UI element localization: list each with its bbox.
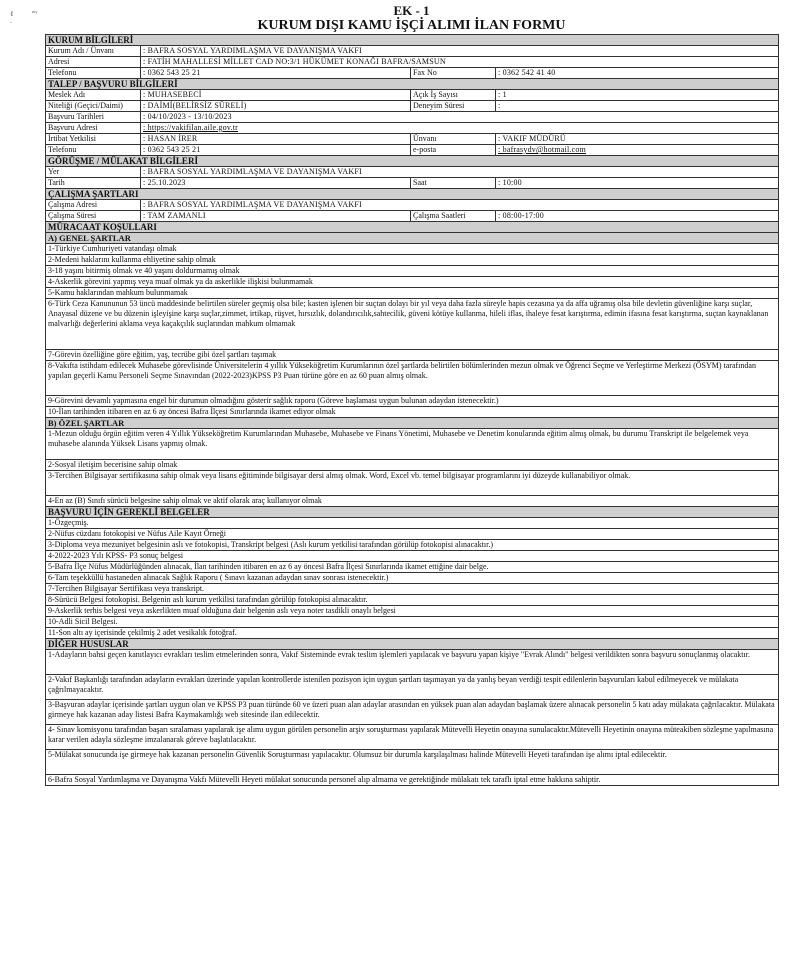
field-label: Adresi: [46, 57, 141, 68]
row-kurum-adi: [46, 46, 779, 57]
row-calisma-adresi: [46, 200, 779, 211]
list-item-text: 7-Görevin özelliğine göre eğitim, yaş, tecrübe gibi özel şartları taşımak: [46, 350, 779, 361]
list-item-text: 11-Son altı ay içerisinde çekilmiş 2 adet vesikalık fotoğraf.: [46, 628, 779, 639]
margin-marks: [10, 10, 37, 25]
list-item-text: 2-Sosyal iletişim becerisine sahip olmak: [46, 460, 779, 471]
list-item: [46, 650, 779, 675]
list-item-text: 9-Görevini devamlı yapmasına engel bir durumun olmadığını gösterir sağlık raporu (Göreve başlaması uygun bulunan adaydan istenecektir.): [46, 396, 779, 407]
list-item-text: 10-Adli Sicil Belgesi.: [46, 617, 779, 628]
row-basvuru-tarihleri: [46, 112, 779, 123]
list-item-text: 3-Diploma veya mezuniyet belgesinin aslı ve fotokopisi, Transkript belgesi (Aslı kurum yetkilisi tarafından görülüp fotokopisi alınacaktır.): [46, 540, 779, 551]
field-label: Çalışma Adresi: [46, 200, 141, 211]
field-label: Telefonu: [46, 145, 141, 156]
row-tarih-saat: [46, 178, 779, 189]
margin-mark: .: [10, 17, 12, 25]
list-item: [46, 540, 779, 551]
row-meslek: [46, 90, 779, 101]
row-irtibat: [46, 134, 779, 145]
list-item-text: 2-Vakıf Başkanlığı tarafından adayların evrakları üzerinde yapılan kontrollerde istenilen pozisyon için uygun şartları taşımayan ya da yanlış beyan verdiği tespit edilenlerin başvuruları kabul edilmeyecek ve mülakata çağrılmayacaktır.: [46, 675, 779, 700]
list-item: [46, 725, 779, 750]
field-label: Deneyim Süresi: [411, 101, 496, 112]
field-value: : 1: [496, 90, 779, 101]
row-nitelik: [46, 101, 779, 112]
section-talep: TALEP / BAŞVURU BİLGİLERİ: [46, 79, 779, 90]
field-value: : VAKIF MÜDÜRÜ: [496, 134, 779, 145]
field-value: : 0362 543 25 21: [141, 145, 411, 156]
field-value: : 08:00-17:00: [496, 211, 779, 222]
row-basvuru-adresi: [46, 123, 779, 134]
list-item-text: 7-Tercihen Bilgisayar Sertifikası veya transkript.: [46, 584, 779, 595]
section-genel-sartlar: A) GENEL ŞARTLAR: [46, 233, 779, 244]
list-item: [46, 675, 779, 700]
list-item: [46, 617, 779, 628]
margin-mark: ℓ: [10, 10, 14, 18]
field-value: : BAFRA SOSYAL YARDIMLAŞMA VE DAYANIŞMA VAKFI: [141, 46, 779, 57]
field-value: :: [496, 101, 779, 112]
field-label: Kurum Adı / Ünvanı: [46, 46, 141, 57]
list-item-text: 1-Mezun olduğu örgün eğitim veren 4 Yıllık Yükseköğretim Kurumlarından Muhasebe, Muhasebe ve Finans Yönetimi, Muhasebe ve Denetim konularında eğitim almış olmak, bu durumu Transkript ile belgelemek veya muhasebe alanında Yüksek Lisans yapmış olmak.: [46, 429, 779, 460]
field-label: Niteliği (Geçici/Daimi): [46, 101, 141, 112]
genel-list: [46, 244, 779, 418]
list-item-text: 3-18 yaşını bitirmiş olmak ve 40 yaşını doldurmamış olmak: [46, 266, 779, 277]
field-value: : DAİMİ(BELİRSİZ SÜRELİ): [141, 101, 411, 112]
field-label: e-posta: [411, 145, 496, 156]
field-value: : 25.10.2023: [141, 178, 411, 189]
list-item: [46, 750, 779, 775]
list-item-text: 4- Sınav komisyonu tarafından başarı sıralaması yapılarak işe alımı uygun görülen personelin arşiv soruşturması yapılarak Mütevelli Heyetin onayına sunulacaktır.Mütevelli Heyetinin onayına müteakiben sözleşme yapılmasına karar verilen adayla sözleşme imzalanarak göreve başlatılacaktır.: [46, 725, 779, 750]
form-table: [45, 34, 779, 786]
list-item-text: 4-2022-2023 Yılı KPSS- P3 sonuç belgesi: [46, 551, 779, 562]
field-value: : FATİH MAHALLESİ MİLLET CAD NO:3/1 HÜKÜMET KONAĞI BAFRA/SAMSUN: [141, 57, 779, 68]
field-label: Açık İş Sayısı: [411, 90, 496, 101]
section-diger: DİĞER HUSUSLAR: [46, 639, 779, 650]
list-item: [46, 460, 779, 471]
list-item: [46, 529, 779, 540]
field-label: Fax No: [411, 68, 496, 79]
field-label: Başvuru Tarihleri: [46, 112, 141, 123]
field-value: : 10:00: [496, 178, 779, 189]
list-item: [46, 244, 779, 255]
email-link[interactable]: : bafrasydv@hotmail.com: [496, 145, 779, 156]
section-muracaat: MÜRACAAT KOŞULLARI: [46, 222, 779, 233]
document: [45, 4, 778, 786]
list-item: [46, 573, 779, 584]
list-item-text: 6-Bafra Sosyal Yardımlaşma ve Dayanışma Vakfı Mütevelli Heyeti mülakat sonucunda personel alıp almama ve gerektiğinde mülakatı tek taraflı iptal etme hakkına sahiptir.: [46, 775, 779, 786]
list-item-text: 2-Nüfus cüzdanı fotokopisi ve Nüfus Aile Kayıt Örneği: [46, 529, 779, 540]
field-label: Ünvanı: [411, 134, 496, 145]
row-telefon-eposta: [46, 145, 779, 156]
ozel-list: [46, 429, 779, 507]
list-item-text: 6-Tam teşekküllü hastaneden alınacak Sağlık Raporu ( Sınavı kazanan adaydan sınav sonrası istenecektir.): [46, 573, 779, 584]
row-telefon: [46, 68, 779, 79]
field-label: Çalışma Süresi: [46, 211, 141, 222]
field-value: : TAM ZAMANLI: [141, 211, 411, 222]
list-item: [46, 299, 779, 350]
field-value: : HASAN İRER: [141, 134, 411, 145]
field-label: Saat: [411, 178, 496, 189]
list-item: [46, 518, 779, 529]
list-item-text: 1-Türkiye Cumhuriyeti vatandaşı olmak: [46, 244, 779, 255]
field-label: Telefonu: [46, 68, 141, 79]
field-label: İrtibat Yetkilisi: [46, 134, 141, 145]
section-calisma: ÇALIŞMA ŞARTLARI: [46, 189, 779, 200]
list-item: [46, 429, 779, 460]
application-link[interactable]: : https://vakifilan.aile.gov.tr: [141, 123, 779, 134]
field-value: : 04/10/2023 - 13/10/2023: [141, 112, 779, 123]
row-calisma-suresi: [46, 211, 779, 222]
list-item-text: 5-Mülakat sonucunda işe girmeye hak kazanan personelin Güvenlik Soruşturması yapılacaktır. Olumsuz bir durumla karşılaşılması halinde Mütevelli Heyeti tarafından işe alımı iptal edilecektir.: [46, 750, 779, 775]
diger-list: [46, 650, 779, 786]
list-item-text: 3-Başvuran adaylar içerisinde şartları uygun olan ve KPSS P3 puan türünde 60 ve üzeri puan alan adaylar arasından en yüksek puan alan adaydan başlamak üzere alınacak personelin 5 katı aday mülakata çağrılacaktır. Mülakata girmeye hak kazanan aday listesi Bafra Kaymakamlığı web sitesinde ilan edilecektir.: [46, 700, 779, 725]
list-item-text: 6-Türk Ceza Kanununun 53 üncü maddesinde belirtilen süreler geçmiş olsa bile; kasten işlenen bir suçtan dolayı bir yıl veya daha fazla süreyle hapis cezasına ya da affa uğramış olsa bile devletin güvenliğine karşı suçlar, Anayasal düzene ve bu düzenin işleyişine karşı suçlar,zimmet, irtikap, rüşvet, hırsızlık, dolandırıcılık,sahtecilik, güveni kötüye kullanma, hileli iflas, ihaleye fesat karıştırma, edimin ifasına fesat karıştırma, suçtan kaynaklanan malvarlığı değerlerini aklama veya kaçakçılık suçlarından mahkum olmamak: [46, 299, 779, 350]
row-adres: [46, 57, 779, 68]
list-item: [46, 361, 779, 396]
list-item: [46, 775, 779, 786]
list-item: [46, 551, 779, 562]
list-item: [46, 562, 779, 573]
list-item: [46, 255, 779, 266]
list-item: [46, 288, 779, 299]
field-value: : BAFRA SOSYAL YARDIMLAŞMA VE DAYANIŞMA VAKFI: [141, 167, 779, 178]
list-item: [46, 595, 779, 606]
form-code: EK - 1: [393, 3, 430, 18]
list-item-text: 10-İlan tarihinden itibaren en az 6 ay öncesi Bafra İlçesi Sınırlarında ikamet ediyor olmak: [46, 407, 779, 418]
list-item-text: 1-Özgeçmiş.: [46, 518, 779, 529]
section-ozel-sartlar: B) ÖZEL ŞARTLAR: [46, 418, 779, 429]
list-item: [46, 396, 779, 407]
list-item: [46, 471, 779, 496]
section-gorusme: GÖRÜŞME / MÜLAKAT BİLGİLERİ: [46, 156, 779, 167]
field-label: Çalışma Saatleri: [411, 211, 496, 222]
belgeler-list: [46, 518, 779, 639]
field-label: Başvuru Adresi: [46, 123, 141, 134]
field-label: Meslek Adı: [46, 90, 141, 101]
list-item-text: 1-Adayların bahsi geçen kanıtlayıcı evrakları teslim etmelerinden sonra, Vakıf Sisteminde evrak teslim işlemleri yapılacak ve başvuru yapan kişiye "Evrak Alındı" belgesi verildikten sonra başvuru sonuçlanmış olacaktır.: [46, 650, 779, 675]
field-value: : 0362 542 41 40: [496, 68, 779, 79]
row-yer: [46, 167, 779, 178]
list-item: [46, 266, 779, 277]
list-item-text: 8-Vakıfta istihdam edilecek Muhasebe görevlisinde Üniversitelerin 4 yıllık Yükseköğretim Kurumlarının özel şartlarda belirtilen bölümlerinden mezun olmak ve Öğrenci Seçme ve Yerleştirme Merkezi (ÖSYM) tarafından yapılan geçerli Kamu Personeli Seçme Sınavından (2022-2023)KPSS P3 Puan türüne göre en az 60 puan almış olmak.: [46, 361, 779, 396]
list-item: [46, 350, 779, 361]
field-label: Tarih: [46, 178, 141, 189]
field-label: Yer: [46, 167, 141, 178]
field-value: : MUHASEBECİ: [141, 90, 411, 101]
list-item: [46, 700, 779, 725]
field-value: : BAFRA SOSYAL YARDIMLAŞMA VE DAYANIŞMA VAKFI: [141, 200, 779, 211]
form-title: KURUM DIŞI KAMU İŞÇİ ALIMI İLAN FORMU: [257, 18, 566, 33]
list-item: [46, 606, 779, 617]
section-belgeler: BAŞVURU İÇİN GEREKLİ BELGELER: [46, 507, 779, 518]
list-item: [46, 496, 779, 507]
field-value: : 0362 543 25 21: [141, 68, 411, 79]
list-item-text: 5-Bafra İlçe Nüfus Müdürlüğünden alınacak, İlan tarihinden itibaren en az 6 ay öncesi Bafra İlçesi Sınırlarında ikamet ettiğine dair belge.: [46, 562, 779, 573]
list-item-text: 4-Askerlik görevini yapmış veya muaf olmak ya da askerlikle ilişkisi bulunmamak: [46, 277, 779, 288]
list-item-text: 5-Kamu haklarından mahkum bulunmamak: [46, 288, 779, 299]
list-item-text: 2-Medeni haklarını kullanma ehliyetine sahip olmak: [46, 255, 779, 266]
list-item-text: 9-Askerlik terhis belgesi veya askerlikten muaf olduğuna dair belgenin aslı veya noter tasdikli onaylı belgesi: [46, 606, 779, 617]
margin-mark: ᵐᵞ: [32, 9, 38, 17]
list-item-text: 8-Sürücü Belgesi fotokopisi. Belgenin aslı kurum yetkilisi tarafından görülüp fotokopisi alınacaktır.: [46, 595, 779, 606]
list-item: [46, 407, 779, 418]
section-kurum: KURUM BİLGİLERİ: [46, 35, 779, 46]
list-item: [46, 277, 779, 288]
list-item-text: 3-Tercihen Bilgisayar sertifikasına sahip olmak veya lisans eğitiminde bilgisayar dersi almış olmak. Word, Excel vb. temel bilgisayar programlarını iyi düzeyde kullanabiliyor olmak.: [46, 471, 779, 496]
list-item: [46, 584, 779, 595]
list-item-text: 4-En az (B) Sınıfı sürücü belgesine sahip olmak ve aktif olarak araç kullanıyor olmak: [46, 496, 779, 507]
list-item: [46, 628, 779, 639]
